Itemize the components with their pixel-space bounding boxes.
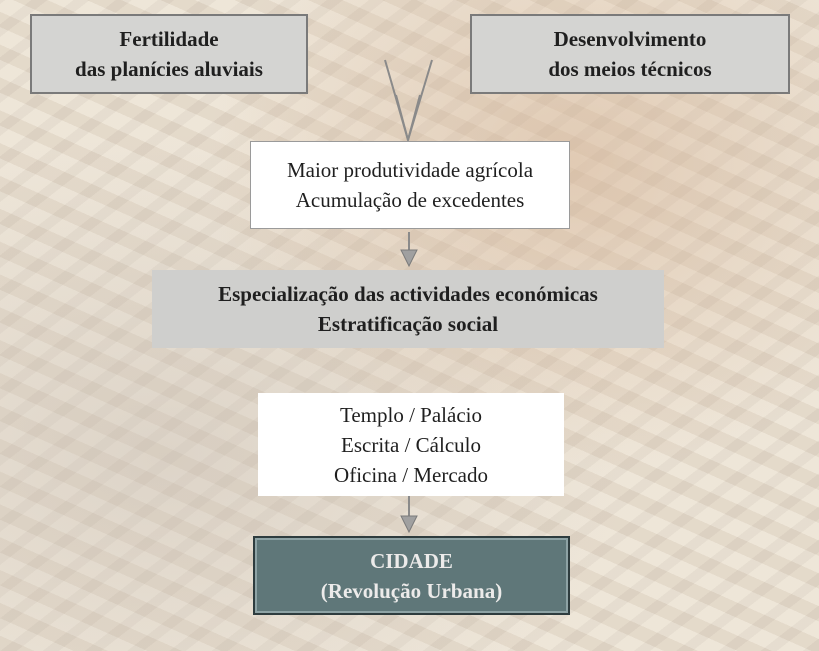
fertility-line1: Fertilidade <box>119 27 219 51</box>
productivity-line1: Maior produtividade agrícola <box>286 158 534 182</box>
institutions-line3: Oficina / Mercado <box>334 462 488 487</box>
down-arrow-icon <box>401 496 417 532</box>
city-box <box>253 536 570 615</box>
specialization-box <box>152 270 664 348</box>
fertility-line2: das planícies aluviais <box>75 57 263 81</box>
techniques-line1: Desenvolvimento <box>553 27 707 51</box>
institutions-box <box>258 393 564 496</box>
city-line2: (Revolução Urbana) <box>320 578 503 603</box>
institutions-line1: Templo / Palácio <box>340 402 482 427</box>
city-line1: CIDADE <box>370 548 453 573</box>
specialization-line2: Estratificação social <box>317 312 499 336</box>
productivity-box <box>250 141 570 229</box>
techniques-line2: dos meios técnicos <box>548 57 712 81</box>
down-arrow-icon <box>401 232 417 266</box>
specialization-line1: Especialização das actividades económicas <box>218 282 598 306</box>
fertility-box <box>30 14 308 94</box>
productivity-line2: Acumulação de excedentes <box>295 188 525 212</box>
techniques-box <box>470 14 790 94</box>
institutions-line2: Escrita / Cálculo <box>341 432 481 457</box>
merge-arrow-icon <box>385 60 432 140</box>
